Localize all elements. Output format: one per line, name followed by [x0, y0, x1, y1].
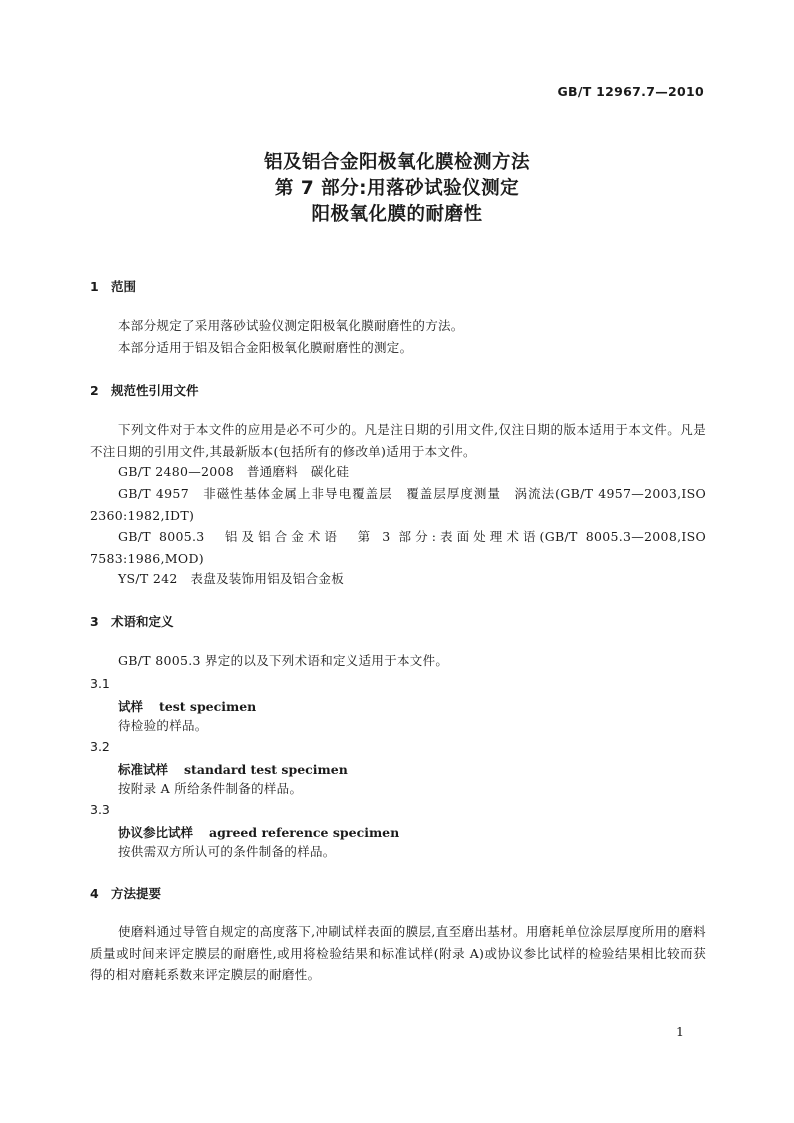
- clause-number: 3.1: [90, 676, 110, 691]
- term-definition: 待检验的样品。: [118, 718, 208, 733]
- section-title: 范围: [111, 279, 137, 294]
- term-heading: [118, 823, 399, 841]
- title-line-2: 第 7 部分:用落砂试验仪测定: [274, 178, 520, 199]
- section-2-intro: 下列文件对于本文件的应用是必不可少的。凡是注日期的引用文件,仅注日期的版本适用于本文件。凡是不注日期的引用文件,其最新版本(包括所有的修改单)适用于本文件。: [90, 422, 706, 459]
- section-2-heading: [90, 381, 199, 399]
- section-title: 规范性引用文件: [111, 383, 199, 398]
- term-en: standard test specimen: [184, 762, 348, 777]
- term-zh: 协议参比试样: [118, 825, 194, 840]
- term-heading: [118, 760, 348, 778]
- section-number: 4: [90, 886, 99, 901]
- section-4-heading: [90, 884, 161, 902]
- reference-ys-t-242: YS/T 242 表盘及装饰用铝及铝合金板: [118, 571, 344, 586]
- section-1-heading: [90, 277, 136, 295]
- term-definition: 按供需双方所认可的条件制备的样品。: [118, 844, 336, 859]
- section-1-paragraph-2: 本部分适用于铝及铝合金阳极氧化膜耐磨性的测定。: [118, 340, 413, 355]
- section-title: 方法提要: [111, 886, 162, 901]
- reference-gb-t-8005-3: GB/T 8005.3 铝及铝合金术语 第 3 部分:表面处理术语(GB/T 8005.3—2008,ISO 7583:1986,MOD): [90, 529, 706, 566]
- term-heading: [118, 697, 256, 715]
- section-3-intro: GB/T 8005.3 界定的以及下列术语和定义适用于本文件。: [118, 653, 449, 668]
- term-zh: 试样: [118, 699, 144, 714]
- section-number: 3: [90, 614, 99, 629]
- clause-number: 3.3: [90, 802, 110, 817]
- section-1-paragraph-1: 本部分规定了采用落砂试验仪测定阳极氧化膜耐磨性的方法。: [118, 318, 464, 333]
- title-line-1: 铝及铝合金阳极氧化膜检测方法: [263, 152, 530, 173]
- term-en: agreed reference specimen: [209, 825, 400, 840]
- document-title: [0, 150, 794, 228]
- section-number: 1: [90, 279, 99, 294]
- term-zh: 标准试样: [118, 762, 169, 777]
- section-3-heading: [90, 612, 174, 630]
- reference-gb-t-4957: GB/T 4957 非磁性基体金属上非导电覆盖层 覆盖层厚度测量 涡流法(GB/T 4957—2003,ISO 2360:1982,IDT): [90, 486, 706, 523]
- section-4-paragraph: 使磨料通过导管自规定的高度落下,冲刷试样表面的膜层,直至磨出基材。用磨耗单位涂层厚度所用的磨料质量或时间来评定膜层的耐磨性,或用将检验结果和标准试样(附录 A)或协议参比试样的检验结果相比较而获得的相对磨耗系数来评定膜层的耐磨性。: [90, 924, 706, 982]
- term-en: test specimen: [159, 699, 257, 714]
- page-number: 1: [676, 1024, 684, 1039]
- reference-gb-t-2480: GB/T 2480—2008 普通磨料 碳化硅: [118, 464, 350, 479]
- section-title: 术语和定义: [111, 614, 174, 629]
- standard-code: GB/T 12967.7—2010: [557, 84, 704, 99]
- title-line-3: 阳极氧化膜的耐磨性: [311, 204, 483, 225]
- section-number: 2: [90, 383, 99, 398]
- term-definition: 按附录 A 所给条件制备的样品。: [118, 781, 303, 796]
- clause-number: 3.2: [90, 739, 110, 754]
